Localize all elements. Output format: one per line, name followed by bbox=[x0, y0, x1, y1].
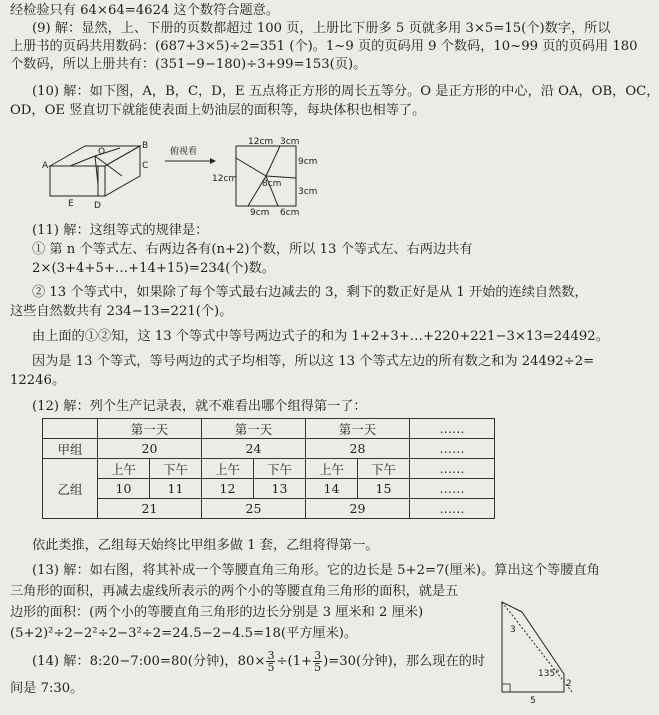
text-line: 12246。 bbox=[10, 373, 66, 388]
measure-label: 6cm bbox=[280, 208, 300, 218]
text-line: ① 第 n 个等式左、右两边各有(n+2)个数，所以 13 个等式左、右两边共有 bbox=[32, 242, 473, 257]
table-cell: …… bbox=[410, 479, 495, 499]
text-line: 这些自然数共有 234−13=221(个)。 bbox=[10, 304, 233, 319]
table-cell: 20 bbox=[98, 439, 202, 459]
table-row bbox=[43, 419, 495, 439]
text-line: 依此类推，乙组每天始终比甲组多做 1 套，乙组将得第一。 bbox=[32, 538, 379, 553]
measure-label: 12cm bbox=[212, 174, 238, 184]
measure-label: 12cm bbox=[248, 137, 274, 147]
table-cell: 10 bbox=[98, 479, 150, 499]
text-line: 个数码，所以上册共有：(351−9−180)÷3+99=153(页)。 bbox=[10, 57, 367, 72]
text-line: (13) 解：如右图，将其补成一个等腰直角三角形。它的边长是 5+2=7(厘米)。算出这个等腰直角 bbox=[32, 563, 600, 578]
text-line: 边形的面积：(两个小的等腰直角三角形的边长分别是 3 厘米和 2 厘米) bbox=[10, 605, 424, 620]
table-cell: …… bbox=[410, 499, 495, 519]
table-cell: …… bbox=[410, 439, 495, 459]
text-line: OD，OE 竖直切下就能使表面上奶油层的面积等，每块体积也相等了。 bbox=[10, 103, 426, 118]
table-cell: 13 bbox=[254, 479, 306, 499]
text-line: 2×(3+4+5+…+14+15)=234(个)数。 bbox=[32, 261, 275, 276]
row-label: 甲组 bbox=[43, 439, 98, 459]
fraction-denominator: 5 bbox=[314, 661, 322, 674]
table-row bbox=[43, 439, 495, 459]
length-label: 2 bbox=[566, 679, 572, 689]
fraction-denominator: 5 bbox=[267, 661, 275, 674]
fraction bbox=[266, 650, 275, 673]
table-cell: 29 bbox=[306, 499, 410, 519]
table-cell: 下午 bbox=[150, 459, 202, 479]
fraction-numerator: 3 bbox=[314, 649, 322, 662]
text-line: (9) 解：显然，上、下册的页数都超过 100 页，上册比下册多 5 页就多用 3×5=15(个)数字，所以 bbox=[32, 21, 611, 36]
table-cell: 21 bbox=[98, 499, 202, 519]
table-row bbox=[43, 459, 495, 479]
table-header: 第一天 bbox=[98, 419, 202, 439]
table-cell: 15 bbox=[358, 479, 410, 499]
measure-label: 3cm bbox=[280, 137, 300, 147]
text-span: )=30(分钟)，那么现在的时 bbox=[323, 654, 486, 669]
text-line: (10) 解：如下图，A，B，C，D，E 五点将正方形的周长五等分。O 是正方形的中心，沿 OA，OB，OC， bbox=[32, 84, 659, 99]
table-cell: 下午 bbox=[358, 459, 410, 479]
row-label: 乙组 bbox=[43, 459, 98, 519]
angle-label: 135° bbox=[538, 669, 560, 679]
length-label: 5 bbox=[530, 696, 536, 706]
text-line: 因为是 13 个等式，等号两边的式子均相等，所以这 13 个等式左边的所有数之和为 24492÷2= bbox=[32, 354, 595, 369]
table-header: 第一天 bbox=[202, 419, 306, 439]
table-cell: …… bbox=[410, 459, 495, 479]
table-cell: 12 bbox=[202, 479, 254, 499]
text-span: (14) 解：8:20−7:00=80(分钟)，80× bbox=[32, 654, 266, 669]
fraction bbox=[313, 650, 322, 673]
table-cell: 下午 bbox=[254, 459, 306, 479]
table-cell: 24 bbox=[202, 439, 306, 459]
point-label: O bbox=[98, 147, 106, 157]
arrow-label: 俯视看 bbox=[170, 147, 198, 157]
table-cell: 28 bbox=[306, 439, 410, 459]
table-header: …… bbox=[410, 419, 495, 439]
measure-label: 9cm bbox=[298, 157, 318, 167]
table-header: 第一天 bbox=[306, 419, 410, 439]
table-row bbox=[43, 479, 495, 499]
measure-label: 9cm bbox=[250, 208, 270, 218]
cake-figure bbox=[40, 136, 340, 216]
table-cell: 14 bbox=[306, 479, 358, 499]
pentagon-figure bbox=[488, 590, 573, 705]
table-cell: 11 bbox=[150, 479, 202, 499]
text-line: (5+2)²÷2−2²÷2−3²÷2=24.5−2−4.5=18(平方厘米)。 bbox=[10, 626, 358, 641]
text-span: ÷(1+ bbox=[276, 654, 313, 669]
table-cell: 上午 bbox=[202, 459, 254, 479]
cake-3d-view bbox=[42, 141, 148, 211]
table-row bbox=[43, 499, 495, 519]
view-arrow bbox=[165, 145, 216, 164]
point-label: E bbox=[68, 199, 74, 209]
point-label: D bbox=[94, 201, 101, 211]
table-cell: 25 bbox=[202, 499, 306, 519]
text-line: 由上面的①②知，这 13 个等式中等号两边式子的和为 1+2+3+…+220+221−3×13=24492。 bbox=[32, 329, 609, 344]
text-line: ② 13 个等式中，如果除了每个等式最右边减去的 3，剩下的数正好是从 1 开始的连续自然数， bbox=[32, 285, 588, 300]
point-label: B bbox=[142, 141, 149, 151]
text-line bbox=[32, 650, 490, 673]
point-label: C bbox=[142, 161, 149, 171]
fraction-numerator: 3 bbox=[267, 649, 275, 662]
length-label: 3 bbox=[510, 625, 516, 635]
text-line: 上册书的页码共用数码：(687+3×5)÷2=351 (个)。1~9 页的页码用 9 个数码，10~99 页的页码用 180 bbox=[10, 39, 638, 54]
table-cell: 上午 bbox=[306, 459, 358, 479]
text-line: (11) 解：这组等式的规律是： bbox=[32, 223, 209, 238]
text-line: 间是 7:30。 bbox=[10, 681, 84, 696]
point-label: A bbox=[42, 161, 49, 171]
text-line: 经检验只有 64×64=4624 这个数符合题意。 bbox=[10, 3, 280, 18]
text-line: (12) 解：列个生产记录表，就不难看出哪个组得第一了： bbox=[32, 399, 367, 414]
top-view-square bbox=[212, 137, 317, 218]
table-cell bbox=[43, 419, 98, 439]
production-table bbox=[42, 418, 495, 519]
table-cell: 上午 bbox=[98, 459, 150, 479]
text-line: 三角形的面积，再减去虚线所表示的两个小的等腰直角三角形的面积，就是五 bbox=[10, 584, 459, 599]
measure-label: 8cm bbox=[262, 179, 282, 189]
measure-label: 3cm bbox=[298, 187, 318, 197]
